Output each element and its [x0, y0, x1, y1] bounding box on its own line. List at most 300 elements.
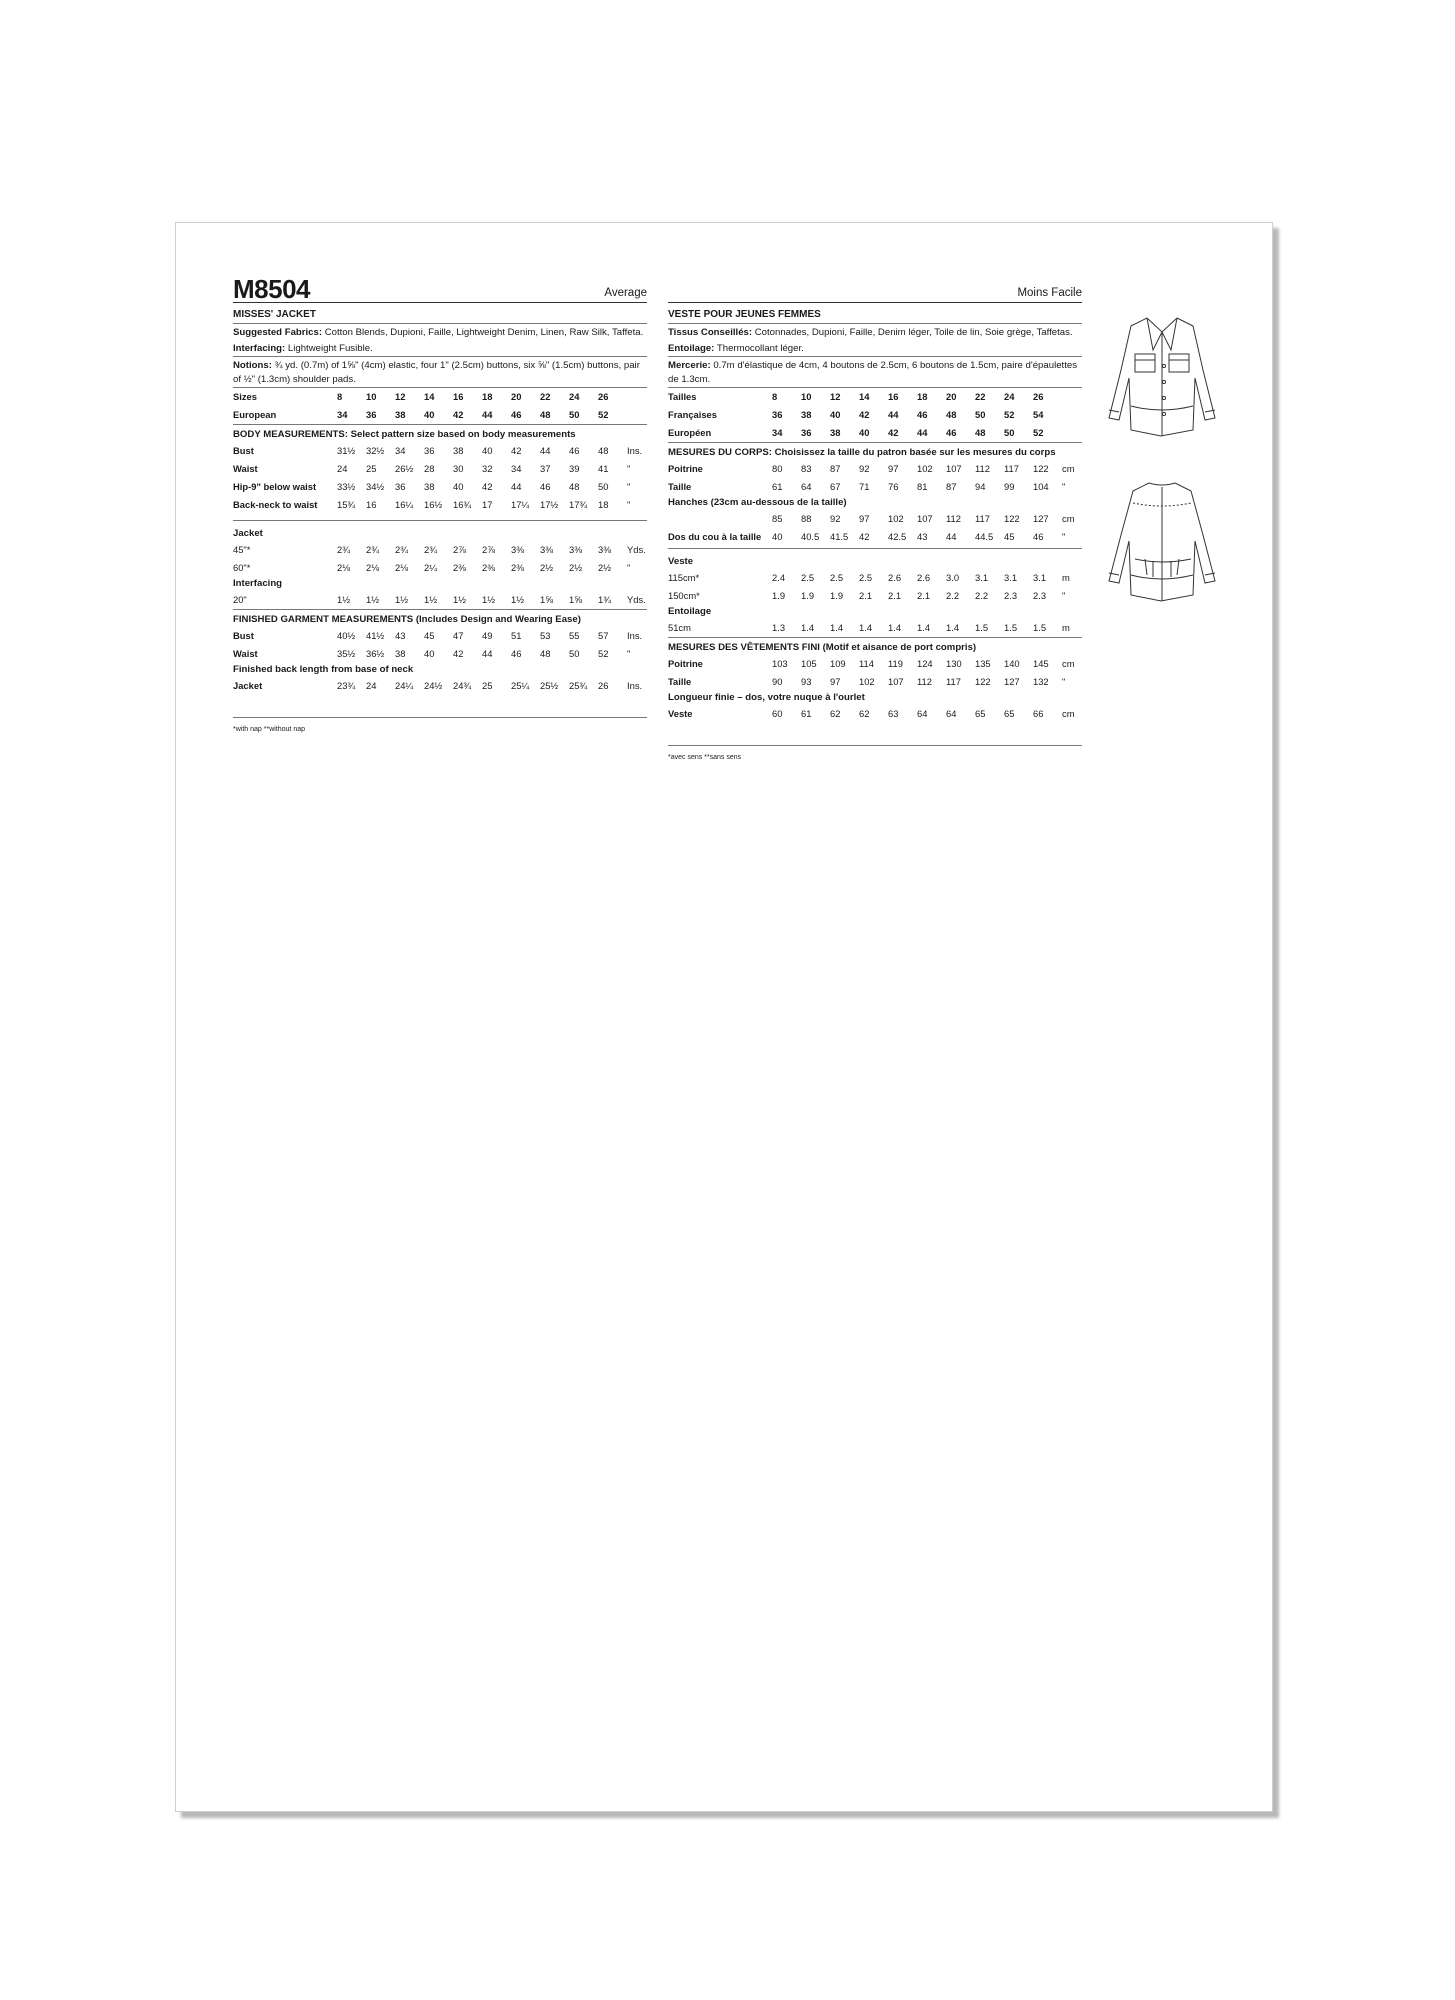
row-label: 45"*: [233, 544, 251, 555]
table-cell: 48: [540, 648, 551, 659]
row-label: Bust: [233, 445, 254, 456]
table-cell: 112: [975, 463, 990, 474]
notions-text: ¾ yd. (0.7m) of 1⅝" (4cm) elastic, four 1" (2.5cm) buttons, six ⅝" (1.5cm) buttons, pair of ½" (1.3cm) shoulder pads.: [233, 360, 640, 385]
row-label: Poitrine: [668, 463, 703, 474]
pattern-number: M8504: [233, 274, 310, 304]
interfacing-note-fr: [668, 342, 1082, 357]
size-table: [233, 388, 647, 425]
table-cell: 22: [975, 391, 986, 402]
table-cell: 112: [946, 513, 961, 524]
table-cell: 26: [598, 391, 609, 402]
table-cell: 41: [598, 463, 609, 474]
table-cell: 40: [424, 648, 435, 659]
row-label: 60"*: [233, 562, 251, 573]
table-cell: 40: [830, 409, 841, 420]
table-cell: 48: [975, 427, 986, 438]
jacket-back-sketch: [1095, 475, 1230, 615]
finished-measurements-table: [233, 627, 647, 663]
table-cell: 38: [395, 648, 406, 659]
unit-label: ": [1062, 481, 1066, 492]
table-cell: 2.6: [888, 572, 902, 583]
unit-label: ": [627, 481, 631, 492]
table-cell: 97: [830, 676, 841, 687]
table-cell: 16¼: [395, 499, 414, 510]
table-cell: 97: [888, 463, 899, 474]
table-cell: 16¾: [453, 499, 472, 510]
table-cell: 2¾: [337, 544, 351, 555]
notions-label: Notions:: [233, 360, 272, 371]
interfacing-label-fr: Entoilage:: [668, 343, 715, 354]
table-cell: 16½: [424, 499, 443, 510]
table-cell: 145: [1033, 658, 1049, 669]
table-row: [233, 442, 647, 460]
jacket-yardage-table: [233, 541, 647, 577]
body-measurements-table-fr: [668, 460, 1082, 496]
table-cell: 28: [424, 463, 435, 474]
size-table-fr: [668, 388, 1082, 443]
table-cell: 2¼: [424, 562, 438, 573]
table-cell: 24¼: [395, 680, 414, 691]
table-cell: 53: [540, 630, 551, 641]
table-cell: 54: [1033, 409, 1044, 420]
table-cell: 3.1: [1004, 572, 1018, 583]
table-row: [668, 460, 1082, 478]
jacket-front-sketch: [1095, 310, 1230, 452]
table-cell: 2½: [540, 562, 554, 573]
table-cell: 50: [975, 409, 986, 420]
row-label: Waist: [233, 463, 258, 474]
table-cell: 14: [424, 391, 435, 402]
row-label: Waist: [233, 648, 258, 659]
table-cell: 2½: [598, 562, 612, 573]
table-cell: 50: [598, 481, 609, 492]
table-cell: 16: [888, 391, 899, 402]
table-cell: 85: [772, 513, 783, 524]
table-cell: 2.3: [1033, 590, 1047, 601]
table-cell: 1½: [424, 594, 438, 605]
table-cell: 48: [946, 409, 957, 420]
unit-label: ": [627, 463, 631, 474]
table-cell: 3.1: [1033, 572, 1047, 583]
row-label: Françaises: [668, 409, 717, 420]
table-cell: 112: [917, 676, 932, 687]
notions: [233, 359, 647, 388]
table-cell: 117: [1004, 463, 1019, 474]
english-column: [233, 274, 647, 733]
table-cell: 25: [482, 680, 493, 691]
table-cell: 81: [917, 481, 928, 492]
table-cell: 24: [366, 680, 377, 691]
table-row: [233, 541, 647, 559]
table-cell: 1½: [337, 594, 351, 605]
unit-label: ": [1062, 676, 1066, 687]
table-cell: 2⅜: [453, 562, 467, 573]
jacket-yardage-heading: Jacket: [233, 528, 263, 539]
table-cell: 122: [1004, 513, 1020, 524]
table-cell: 107: [888, 676, 904, 687]
table-cell: 57: [598, 630, 609, 641]
garment-title-fr: VESTE POUR JEUNES FEMMES: [668, 309, 1082, 324]
table-cell: 3⅜: [511, 544, 525, 555]
table-cell: 40: [859, 427, 870, 438]
table-cell: 104: [1033, 481, 1049, 492]
table-cell: 36: [424, 445, 435, 456]
table-cell: 2⅞: [482, 544, 496, 555]
table-cell: 14: [859, 391, 870, 402]
table-row: [233, 406, 647, 424]
row-label: Dos du cou à la taille: [668, 531, 762, 542]
table-cell: 71: [859, 481, 870, 492]
table-cell: 92: [830, 513, 841, 524]
table-cell: 102: [888, 513, 904, 524]
table-cell: 43: [917, 531, 928, 542]
row-label: Taille: [668, 481, 692, 492]
table-cell: 17: [482, 499, 493, 510]
table-cell: 1.5: [1033, 622, 1047, 633]
table-cell: 66: [1033, 708, 1044, 719]
row-label: Veste: [668, 708, 693, 719]
notions-text-fr: 0.7m d'élastique de 4cm, 4 boutons de 2.5cm, 6 boutons de 1.5cm, paire d'épaulettes de 1.3cm.: [668, 360, 1077, 385]
table-cell: 1½: [453, 594, 467, 605]
unit-label: Ins.: [627, 630, 643, 641]
table-cell: 50: [569, 409, 580, 420]
table-cell: 2.1: [888, 590, 902, 601]
table-row: [668, 388, 1082, 406]
table-cell: 1.4: [801, 622, 815, 633]
table-cell: 26: [1033, 391, 1044, 402]
row-label: Sizes: [233, 391, 257, 402]
table-cell: 61: [801, 708, 812, 719]
table-cell: 48: [569, 481, 580, 492]
unit-label: Yds.: [627, 544, 646, 555]
row-label: Tailles: [668, 391, 697, 402]
table-cell: 32½: [366, 445, 385, 456]
unit-label: cm: [1062, 658, 1075, 669]
difficulty-level-fr: Moins Facile: [1017, 287, 1082, 299]
table-cell: 63: [888, 708, 899, 719]
table-cell: 42: [511, 445, 522, 456]
fabrics-label: Suggested Fabrics:: [233, 327, 323, 338]
table-cell: 132: [1033, 676, 1049, 687]
table-row: [233, 591, 647, 609]
table-cell: 44: [888, 409, 899, 420]
table-cell: 42: [453, 409, 464, 420]
table-cell: 15¾: [337, 499, 356, 510]
unit-label: Yds.: [627, 594, 646, 605]
table-cell: 52: [598, 409, 609, 420]
finished-measurements-table-fr: [668, 655, 1082, 691]
body-measurements-heading-fr: MESURES DU CORPS: Choisissez la taille du patron basée sur les mesures du corps: [668, 447, 1056, 458]
table-cell: 62: [859, 708, 870, 719]
nap-footnote-fr: *avec sens **sans sens: [668, 754, 742, 761]
table-row: [233, 559, 647, 577]
table-cell: 45: [1004, 531, 1015, 542]
table-cell: 51: [511, 630, 522, 641]
interfacing-yardage-heading: Interfacing: [233, 578, 283, 589]
table-cell: 25½: [540, 680, 559, 691]
table-cell: 24¾: [453, 680, 472, 691]
table-cell: 3⅜: [569, 544, 583, 555]
table-cell: 1.3: [772, 622, 786, 633]
table-row: [668, 478, 1082, 496]
notions-label-fr: Mercerie:: [668, 360, 711, 371]
table-cell: 40: [424, 409, 435, 420]
table-cell: 1.4: [859, 622, 873, 633]
table-cell: 2.5: [830, 572, 844, 583]
table-cell: 36: [395, 481, 406, 492]
difficulty-level: Average: [604, 287, 647, 299]
table-cell: 36: [772, 409, 783, 420]
table-cell: 88: [801, 513, 812, 524]
table-cell: 2⅞: [453, 544, 467, 555]
table-cell: 35½: [337, 648, 356, 659]
english-header: [233, 274, 647, 304]
table-cell: 44: [540, 445, 551, 456]
table-cell: 3⅜: [598, 544, 612, 555]
table-cell: 64: [801, 481, 812, 492]
table-cell: 2⅜: [482, 562, 496, 573]
table-cell: 1½: [482, 594, 496, 605]
table-row: [233, 460, 647, 478]
table-cell: 44: [917, 427, 928, 438]
table-cell: 25¼: [511, 680, 530, 691]
table-row: [668, 673, 1082, 691]
table-cell: 2⅛: [395, 562, 409, 573]
table-cell: 44: [482, 409, 493, 420]
table-cell: 16: [366, 499, 377, 510]
table-cell: 2.2: [975, 590, 989, 601]
table-cell: 48: [598, 445, 609, 456]
row-label: Poitrine: [668, 658, 703, 669]
back-length-table: [233, 677, 647, 695]
table-cell: 1.9: [772, 590, 786, 601]
back-length-heading: Finished back length from base of neck: [233, 664, 414, 675]
table-cell: 30: [453, 463, 464, 474]
interfacing-yardage-table-fr: [668, 619, 1082, 638]
row-label: Hip-9" below waist: [233, 481, 317, 492]
interfacing-yardage-table: [233, 591, 647, 610]
table-cell: 94: [975, 481, 986, 492]
table-cell: 38: [453, 445, 464, 456]
interfacing-note: [233, 342, 647, 357]
table-cell: 2.3: [1004, 590, 1018, 601]
unit-label: Ins.: [627, 445, 643, 456]
table-cell: 10: [366, 391, 377, 402]
table-cell: 1½: [366, 594, 380, 605]
table-cell: 2.6: [917, 572, 931, 583]
table-cell: 46: [1033, 531, 1044, 542]
table-cell: 102: [859, 676, 875, 687]
table-cell: 1.4: [917, 622, 931, 633]
table-cell: 26: [598, 680, 609, 691]
table-cell: 37: [540, 463, 551, 474]
finished-measurements-heading: FINISHED GARMENT MEASUREMENTS (Includes Design and Wearing Ease): [233, 614, 581, 625]
table-cell: 33½: [337, 481, 356, 492]
table-row: [233, 627, 647, 645]
table-cell: 1⅝: [540, 594, 554, 605]
table-row: [233, 677, 647, 695]
table-cell: 2⅛: [337, 562, 351, 573]
table-cell: 41.5: [830, 531, 849, 542]
table-row: [668, 510, 1082, 528]
table-cell: 2.5: [801, 572, 815, 583]
fabrics-text-fr: Cotonnades, Dupioni, Faille, Denim léger, Toile de lin, Soie grège, Taffetas.: [752, 327, 1073, 338]
table-cell: 18: [482, 391, 493, 402]
table-cell: 109: [830, 658, 846, 669]
french-header: [668, 282, 1082, 303]
table-cell: 25¾: [569, 680, 588, 691]
row-label: [668, 510, 772, 528]
table-cell: 61: [772, 481, 783, 492]
table-row: [233, 478, 647, 496]
table-cell: 34: [337, 409, 348, 420]
table-cell: 42: [859, 531, 870, 542]
table-cell: 2.5: [859, 572, 873, 583]
table-cell: 2½: [569, 562, 583, 573]
table-cell: 40: [482, 445, 493, 456]
table-cell: 117: [975, 513, 990, 524]
table-cell: 65: [975, 708, 986, 719]
table-row: [668, 655, 1082, 673]
table-cell: 44: [482, 648, 493, 659]
table-cell: 87: [830, 463, 841, 474]
table-cell: 52: [1004, 409, 1015, 420]
row-label: Bust: [233, 630, 254, 641]
table-cell: 39: [569, 463, 580, 474]
table-cell: 38: [395, 409, 406, 420]
table-cell: 38: [830, 427, 841, 438]
row-label: 115cm*: [668, 572, 700, 583]
table-cell: 114: [859, 658, 874, 669]
table-cell: 102: [917, 463, 933, 474]
interfacing-label: Interfacing:: [233, 343, 286, 354]
table-cell: 47: [453, 630, 464, 641]
table-cell: 122: [1033, 463, 1049, 474]
table-cell: 1.9: [801, 590, 815, 601]
table-cell: 2.1: [917, 590, 931, 601]
table-cell: 24½: [424, 680, 443, 691]
table-cell: 140: [1004, 658, 1020, 669]
table-cell: 50: [569, 648, 580, 659]
notions-fr: [668, 359, 1082, 388]
body-measurements-heading: BODY MEASUREMENTS: Select pattern size based on body measurements: [233, 429, 576, 440]
table-cell: 67: [830, 481, 841, 492]
table-cell: 46: [917, 409, 928, 420]
unit-label: cm: [1062, 463, 1075, 474]
unit-label: m: [1062, 572, 1070, 583]
unit-label: ": [627, 562, 631, 573]
body-measurements-table: [233, 442, 647, 514]
table-cell: 1½: [511, 594, 525, 605]
table-cell: 122: [975, 676, 991, 687]
table-cell: 44: [946, 531, 957, 542]
table-cell: 1⅝: [569, 594, 583, 605]
table-cell: 46: [511, 409, 522, 420]
nap-footnote: *with nap **without nap: [233, 726, 305, 733]
table-cell: 34½: [366, 481, 385, 492]
table-cell: 1¾: [598, 594, 612, 605]
table-cell: 17¾: [569, 499, 588, 510]
unit-label: Ins.: [627, 680, 643, 691]
table-cell: 107: [917, 513, 933, 524]
table-cell: 2⅛: [366, 562, 380, 573]
row-label: 51cm: [668, 622, 691, 633]
table-cell: 2.2: [946, 590, 960, 601]
interfacing-yardage-heading-fr: Entoilage: [668, 606, 712, 617]
table-cell: 3.1: [975, 572, 989, 583]
table-cell: 40.5: [801, 531, 820, 542]
table-cell: 12: [395, 391, 406, 402]
table-cell: 44.5: [975, 531, 994, 542]
back-length-heading-fr: Longueur finie – dos, votre nuque à l'ourlet: [668, 692, 865, 703]
table-cell: 36: [801, 427, 812, 438]
unit-label: ": [1062, 531, 1066, 542]
table-cell: 55: [569, 630, 580, 641]
table-cell: 62: [830, 708, 841, 719]
table-cell: 36½: [366, 648, 385, 659]
table-cell: 1.9: [830, 590, 844, 601]
table-cell: 40: [772, 531, 783, 542]
table-cell: 124: [917, 658, 933, 669]
table-cell: 18: [598, 499, 609, 510]
table-cell: 22: [540, 391, 551, 402]
table-cell: 90: [772, 676, 783, 687]
table-cell: 32: [482, 463, 493, 474]
table-cell: 41½: [366, 630, 385, 641]
table-cell: 105: [801, 658, 817, 669]
table-cell: 135: [975, 658, 991, 669]
table-cell: 23¾: [337, 680, 356, 691]
unit-label: cm: [1062, 708, 1075, 719]
table-cell: 1.4: [888, 622, 902, 633]
table-cell: 52: [1033, 427, 1044, 438]
table-cell: 1½: [395, 594, 409, 605]
table-row: [233, 388, 647, 406]
unit-label: ": [627, 499, 631, 510]
row-label: Taille: [668, 676, 692, 687]
row-label: Back-neck to waist: [233, 499, 318, 510]
table-cell: 34: [511, 463, 522, 474]
table-cell: 25: [366, 463, 377, 474]
table-cell: 93: [801, 676, 812, 687]
table-cell: 80: [772, 463, 783, 474]
table-cell: 99: [1004, 481, 1015, 492]
table-cell: 42: [453, 648, 464, 659]
table-cell: 1.4: [830, 622, 844, 633]
table-row: [668, 569, 1082, 587]
table-cell: 1.5: [975, 622, 989, 633]
table-cell: 46: [511, 648, 522, 659]
garment-title: MISSES' JACKET: [233, 309, 647, 324]
suggested-fabrics: [233, 326, 647, 340]
table-cell: 17¼: [511, 499, 530, 510]
unit-label: ": [1062, 590, 1066, 601]
table-cell: 42: [859, 409, 870, 420]
table-row: [668, 705, 1082, 723]
table-cell: 16: [453, 391, 464, 402]
row-label: European: [233, 409, 277, 420]
table-cell: 38: [424, 481, 435, 492]
back-length-table-fr: [668, 705, 1082, 723]
table-cell: 24: [1004, 391, 1015, 402]
table-cell: 64: [946, 708, 957, 719]
table-cell: 34: [772, 427, 783, 438]
table-cell: 83: [801, 463, 812, 474]
table-cell: 36: [366, 409, 377, 420]
jacket-yardage-heading-fr: Veste: [668, 556, 694, 567]
table-cell: 97: [859, 513, 870, 524]
table-cell: 119: [888, 658, 903, 669]
